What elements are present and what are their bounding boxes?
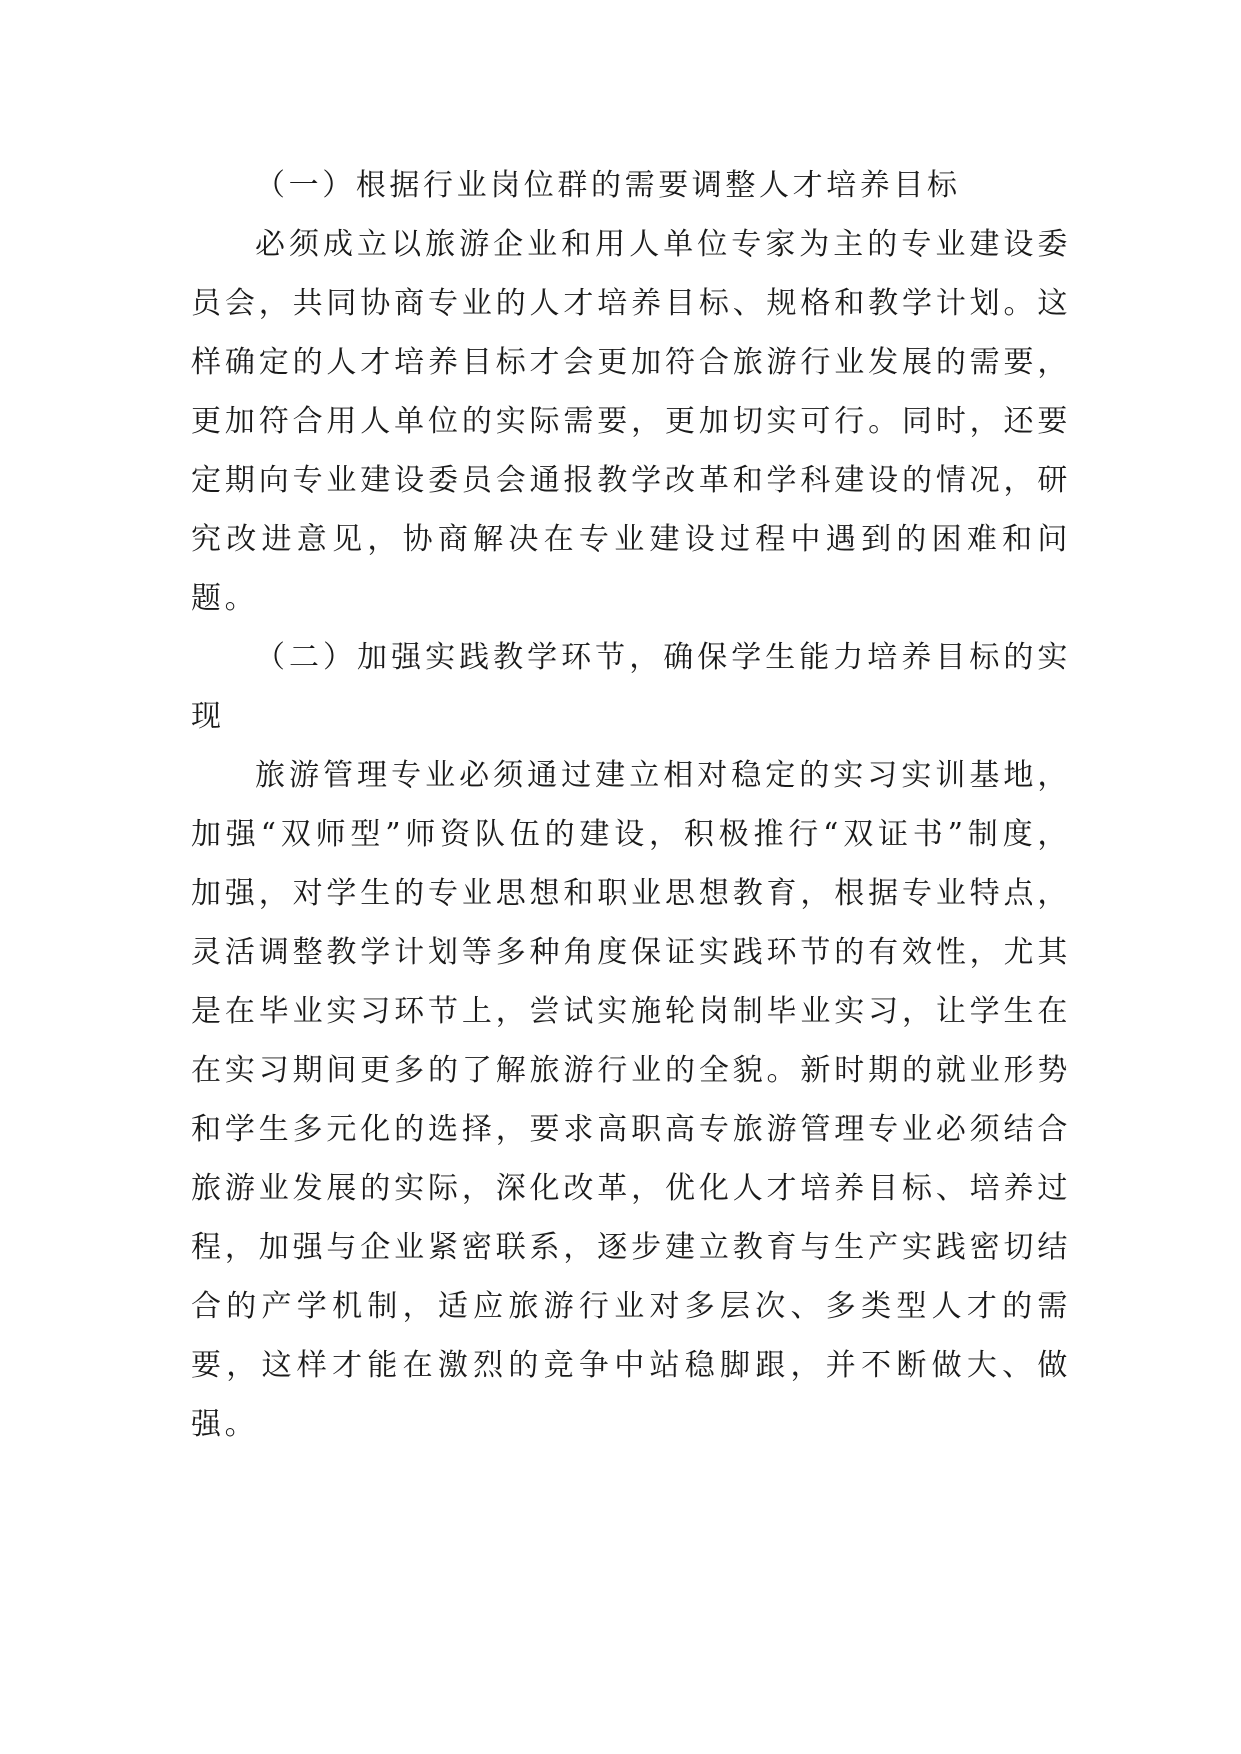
body-paragraph-1: 必须成立以旅游企业和用人单位专家为主的专业建设委员会，共同协商专业的人才培养目标、规格和教学计划。这样确定的人才培养目标才会更加符合旅游行业发展的需要，更加符合用人单位的实际需要，更加切实可行。同时，还要定期向专业建设委员会通报教学改革和学科建设的情况，研究改进意见，协商解决在专业建设过程中遇到的困难和问题。 [191, 227, 1071, 616]
document-body [191, 156, 1071, 1454]
section-heading-2: （二）加强实践教学环节，确保学生能力培养目标的实现 [191, 640, 1071, 734]
section-heading-1: （一）根据行业岗位群的需要调整人才培养目标 [255, 168, 961, 203]
body-paragraph-2: 旅游管理专业必须通过建立相对稳定的实习实训基地，加强“双师型”师资队伍的建设，积极推行“双证书”制度，加强，对学生的专业思想和职业思想教育，根据专业特点，灵活调整教学计划等多种角度保证实践环节的有效性，尤其是在毕业实习环节上，尝试实施轮岗制毕业实习，让学生在在实习期间更多的了解旅游行业的全貌。新时期的就业形势和学生多元化的选择，要求高职高专旅游管理专业必须结合旅游业发展的实际，深化改革，优化人才培养目标、培养过程，加强与企业紧密联系，逐步建立教育与生产实践密切结合的产学机制，适应旅游行业对多层次、多类型人才的需要，这样才能在激烈的竞争中站稳脚跟，并不断做大、做强。 [191, 758, 1071, 1442]
